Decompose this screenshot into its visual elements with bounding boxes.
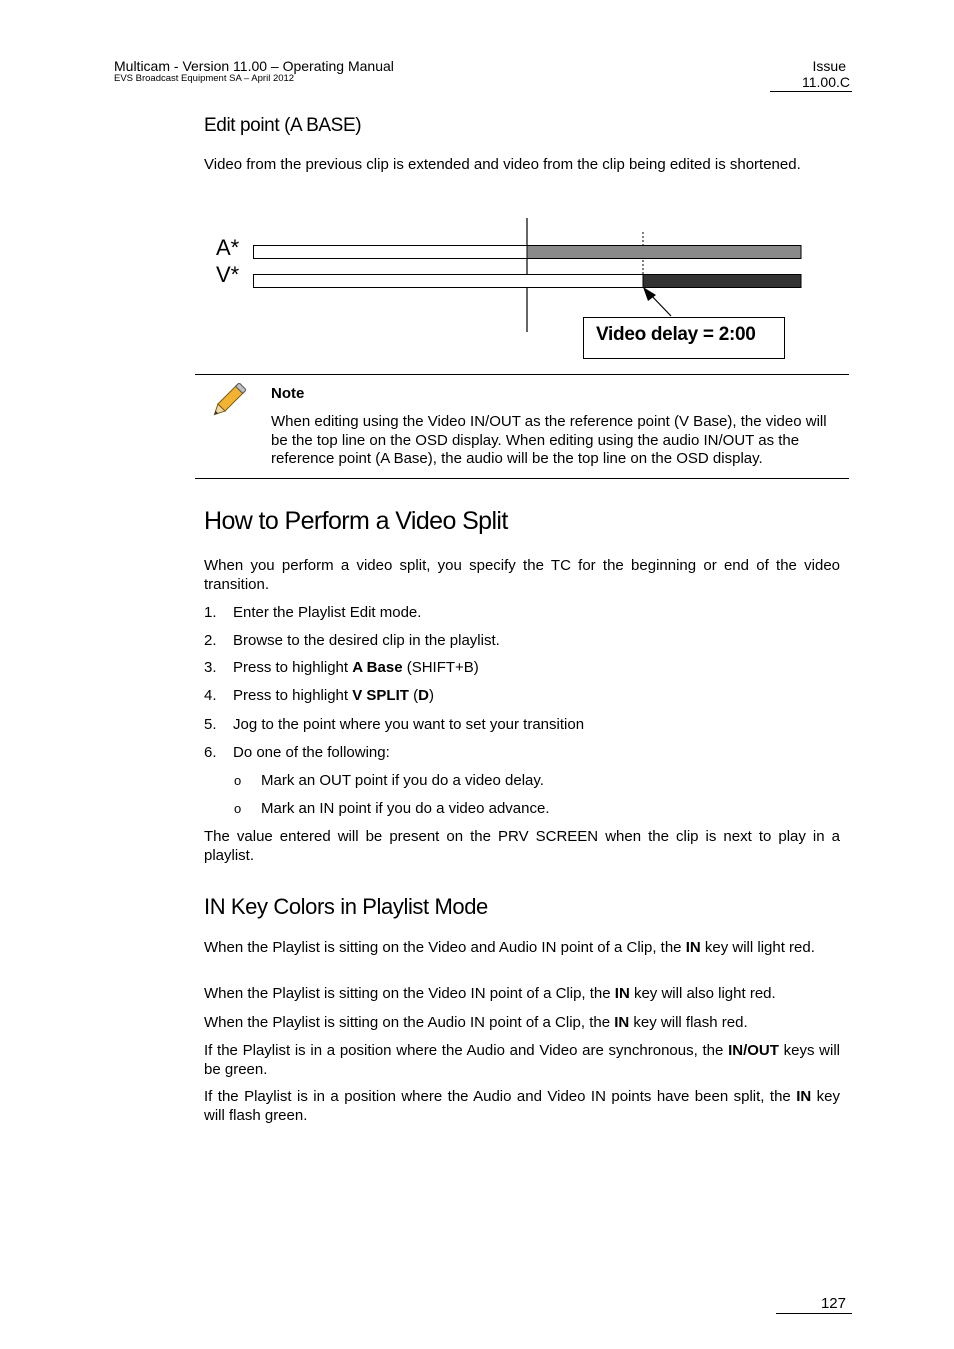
step-number: 1. [204, 604, 217, 621]
note-text: When editing using the Video IN/OUT as the reference point (V Base), the video will be the top line on the OSD display. When editing using the audio IN/OUT as the reference point (A Base), the audio will be the top line on the OSD display. [271, 413, 827, 467]
in-key-paragraph: If the Playlist is in a position where the Audio and Video are synchronous, the IN/OUT keys will be green. [204, 1042, 841, 1078]
page-number: 127 [820, 1295, 846, 1312]
step-text: Jog to the point where you want to set your transition [233, 716, 585, 733]
audio-lane-label: A* [216, 235, 240, 260]
video-track-original [254, 275, 644, 288]
step-text: Press to highlight A Base (SHIFT+B) [233, 659, 479, 676]
sub-item: Mark an IN point if you do a video advance. [261, 800, 550, 817]
note-title: Note [271, 385, 305, 402]
pencil-icon [204, 383, 246, 425]
step-number: 4. [204, 687, 217, 704]
video-lane-label: V* [216, 262, 240, 287]
bullet-icon: o [234, 801, 242, 816]
video-delay-callout-text: Video delay = 2:00 [596, 324, 756, 345]
in-key-paragraph: When the Playlist is sitting on the Video IN point of a Clip, the IN key will also light red. [204, 985, 776, 1002]
header-rule [770, 91, 852, 92]
edit-point-paragraph: Video from the previous clip is extended and video from the clip being edited is shortened. [204, 156, 801, 173]
step-text: Browse to the desired clip in the playlist. [233, 632, 500, 649]
sub-item: Mark an OUT point if you do a video delay. [261, 772, 544, 789]
footer-rule [776, 1313, 852, 1314]
step-text: Press to highlight V SPLIT (D) [233, 687, 434, 704]
step-number: 6. [204, 744, 217, 761]
audio-track-original [254, 246, 528, 259]
video-split-closing: The value entered will be present on the PRV SCREEN when the clip is next to play in a playlist. [204, 828, 840, 864]
note-bottom-rule [195, 478, 849, 479]
video-split-intro: When you perform a video split, you specify the TC for the beginning or end of the video transition. [204, 557, 840, 593]
section-heading-video-split: How to Perform a Video Split [204, 507, 508, 535]
in-key-paragraph: When the Playlist is sitting on the Video and Audio IN point of a Clip, the IN key will light red. [204, 939, 815, 956]
section-heading-edit-point: Edit point (A BASE) [204, 115, 362, 136]
header-title: Multicam - Version 11.00 – Operating Manual [114, 58, 394, 74]
step-text: Do one of the following: [233, 744, 390, 761]
step-number: 2. [204, 632, 217, 649]
step-number: 3. [204, 659, 217, 676]
step-text: Enter the Playlist Edit mode. [233, 604, 422, 621]
bullet-icon: o [234, 773, 242, 788]
header-subtitle: EVS Broadcast Equipment SA – April 2012 [114, 73, 295, 84]
in-key-paragraph: When the Playlist is sitting on the Audio IN point of a Clip, the IN key will flash red. [204, 1014, 748, 1031]
section-heading-in-key: IN Key Colors in Playlist Mode [204, 894, 488, 919]
video-track-extension [643, 275, 801, 288]
note-top-rule [195, 374, 849, 375]
in-key-paragraph: If the Playlist is in a position where the Audio and Video IN points have been split, the IN key will flash green. [204, 1088, 841, 1124]
step-number: 5. [204, 716, 217, 733]
issue-label: Issue [812, 58, 846, 74]
audio-track-extension [527, 246, 801, 259]
issue-value: 11.00.C [802, 74, 850, 90]
